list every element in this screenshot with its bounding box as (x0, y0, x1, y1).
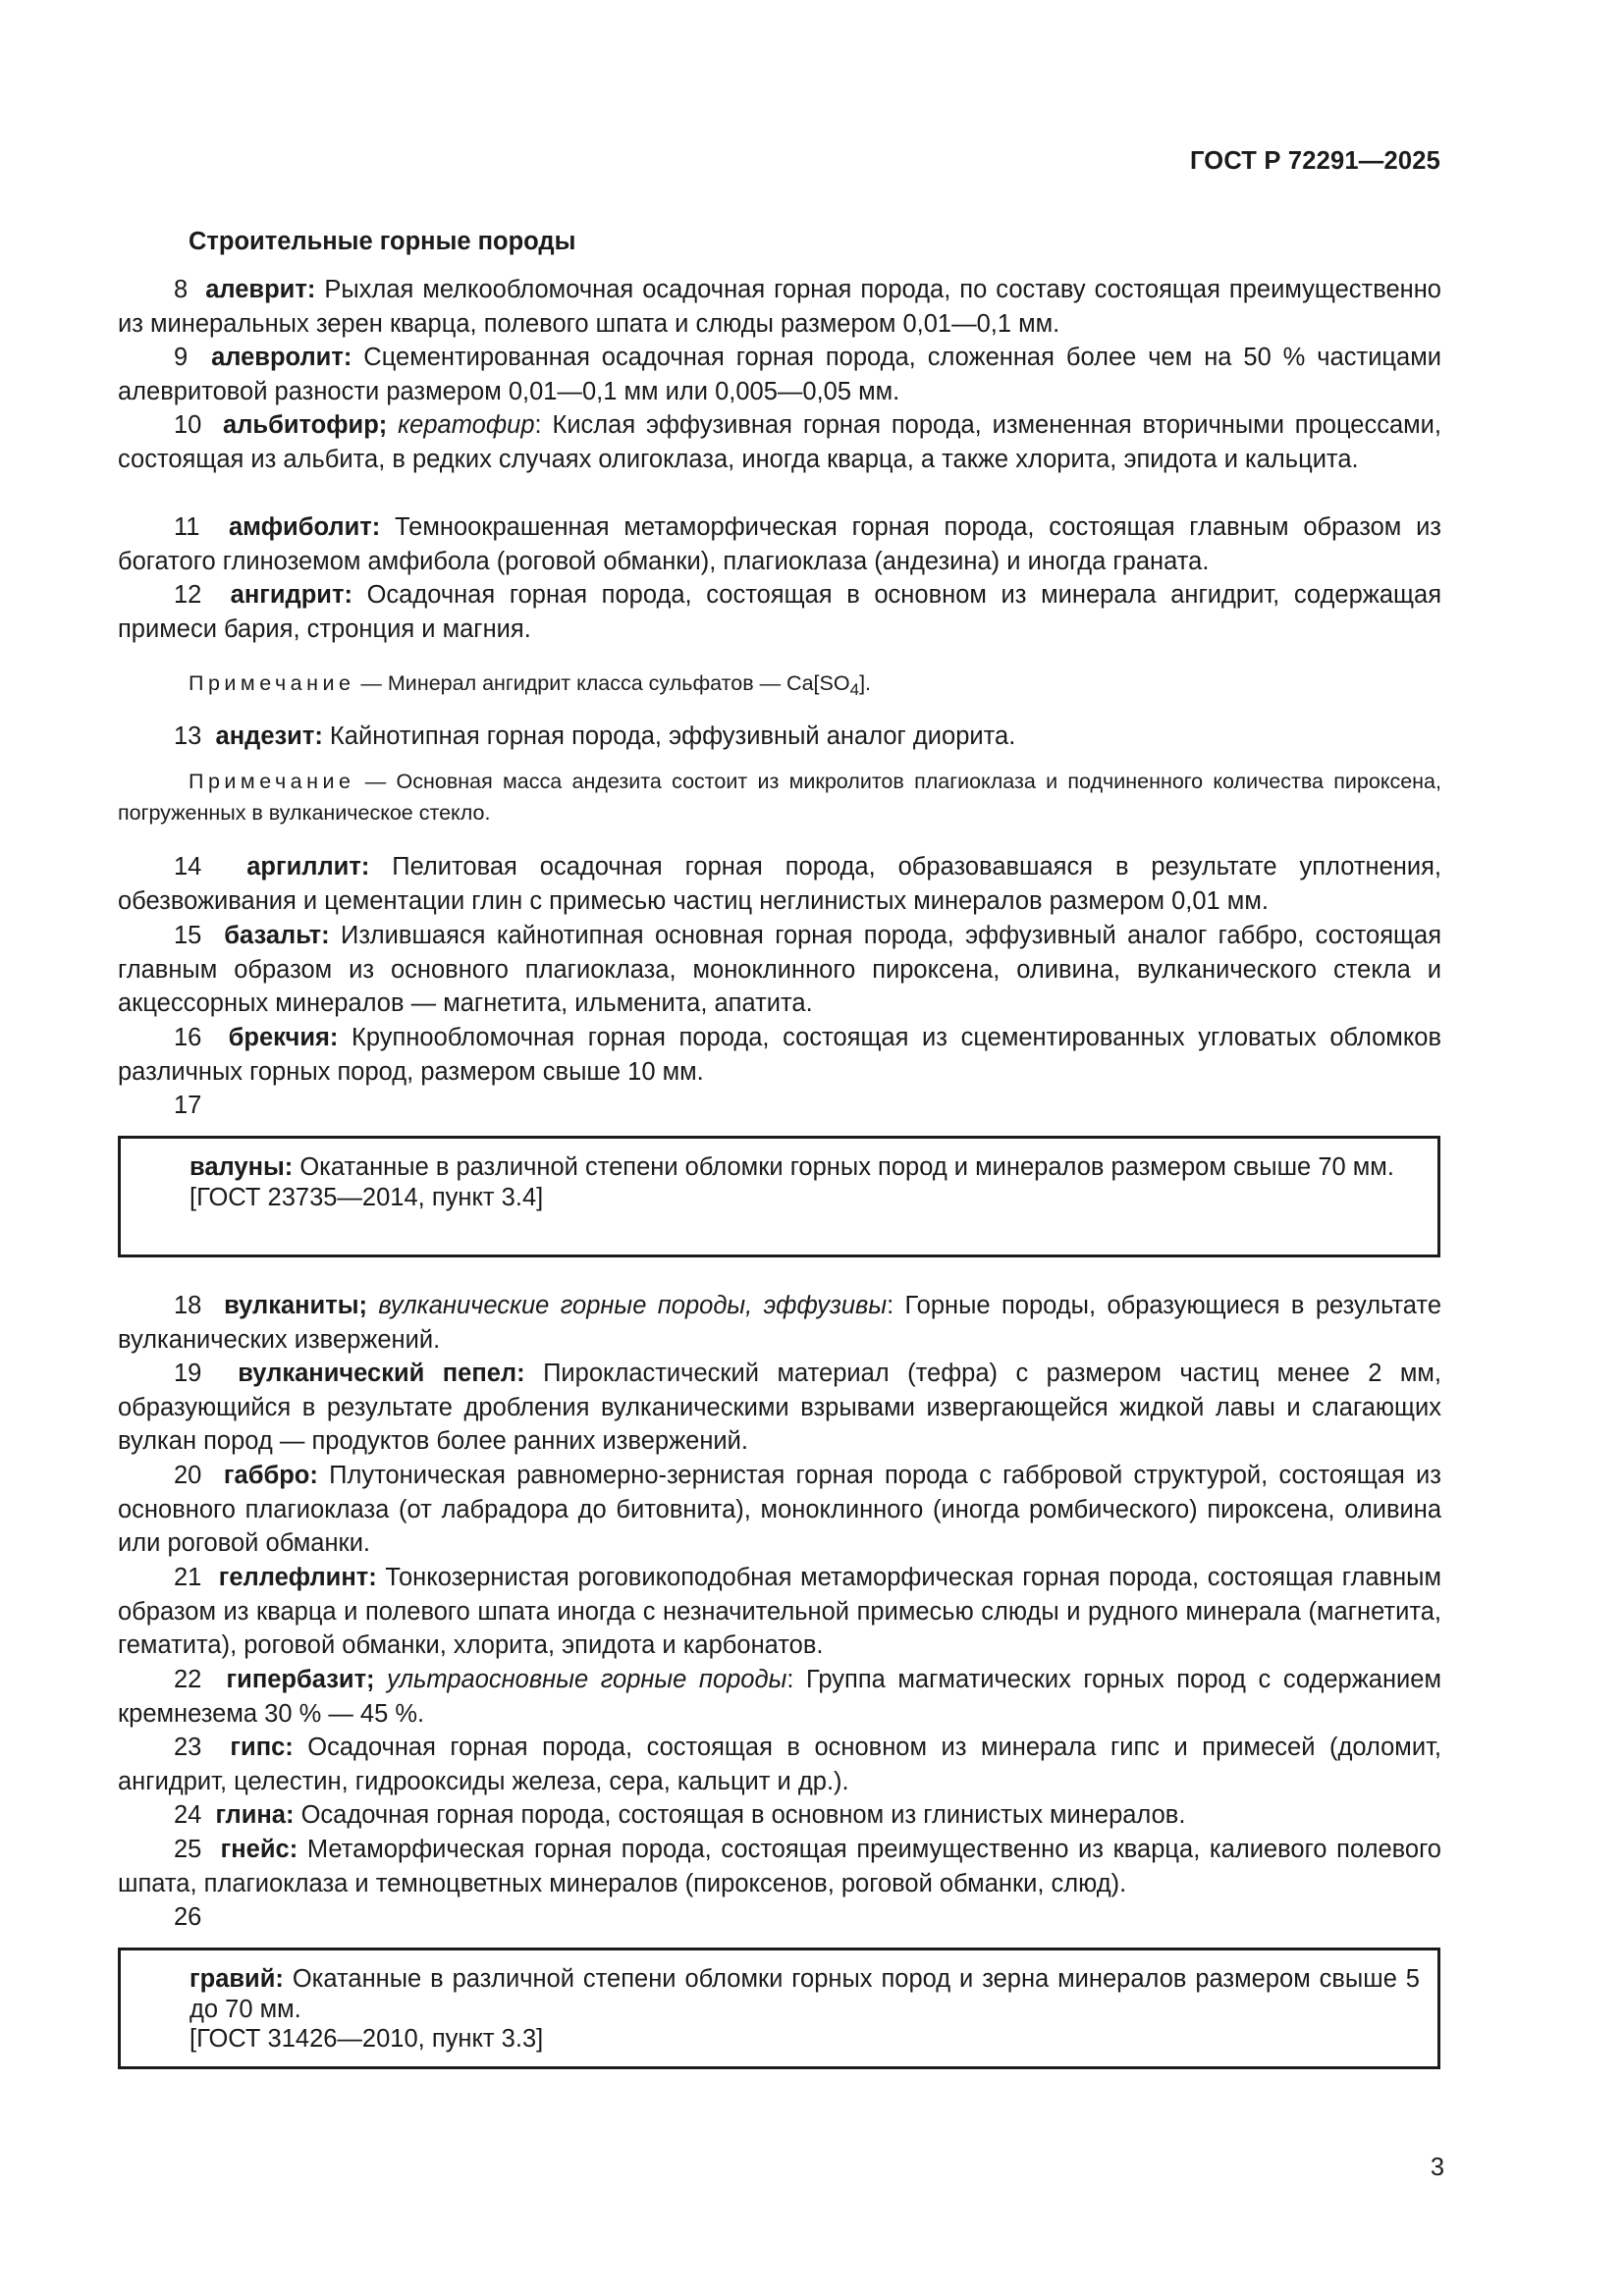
entry-term: вулканиты; (224, 1292, 367, 1319)
entry-11 (118, 510, 1441, 578)
entry-definition: Рыхлая мелкообломочная осадочная горная порода, по составу состоящая преимущественно из минеральных зерен кварца, полевого шпата и слюды размером 0,01—0,1 мм. (118, 276, 1441, 338)
entry-number: 25 (174, 1836, 202, 1863)
entry-number: 13 (174, 722, 202, 750)
boxed-term: гравий: (189, 1965, 284, 1993)
entry-definition: : Группа магматических горных пород с содержанием кремнезема 30 % — 45 %. (118, 1666, 1441, 1728)
entry-synonym: вулканические горные породы, эффузивы (378, 1292, 888, 1319)
quoted-definition-box-gravel (118, 1948, 1440, 2069)
boxed-definition (189, 1964, 1420, 2024)
section-title: Строительные горные породы (189, 228, 576, 255)
entry-number: 18 (174, 1292, 202, 1319)
boxed-text: Окатанные в различной степени обломки горных пород и минералов размером свыше 70 мм. (293, 1153, 1394, 1181)
entry-synonym: ультраосновные горные породы (387, 1666, 787, 1693)
entry-definition: Тонкозернистая роговикоподобная метаморфическая горная порода, состоящая главным образом из кварца и полевого шпата иногда с незначительной примесью слюды и рудного минерала (магнетита, гематита), роговой обманки, хлорита, эпидота и карбонатов. (118, 1564, 1442, 1660)
entry-term: гипербазит; (226, 1666, 375, 1693)
entry-number: 16 (174, 1024, 202, 1051)
entry-24 (118, 1798, 1441, 1833)
entry-number: 22 (174, 1666, 202, 1693)
note-subscript: 4 (849, 680, 860, 699)
quoted-definition-box-boulders (118, 1136, 1440, 1257)
entry-term: аргиллит: (246, 853, 370, 881)
entry-definition: Темноокрашенная метаморфическая горная порода, состоящая главным образом из богатого глиноземом амфибола (роговой обманки), плагиоклаза (андезина) и иногда граната. (118, 513, 1442, 575)
entry-10 (118, 408, 1441, 476)
note-text: — Минерал ангидрит класса сульфатов — Ca[SO (354, 671, 850, 695)
entry-term: вулканический пепел: (238, 1360, 525, 1387)
page-number: 3 (1430, 2154, 1444, 2181)
entry-8 (118, 273, 1441, 341)
entry-term: гипс: (230, 1734, 294, 1761)
entry-definition: : Горные породы, образующиеся в результате вулканических извержений. (118, 1292, 1441, 1354)
note-anhydrite (118, 667, 1441, 699)
entry-number: 24 (174, 1801, 202, 1829)
entry-16 (118, 1021, 1441, 1089)
entry-number: 12 (174, 581, 202, 609)
boxed-definition (189, 1152, 1420, 1183)
entry-definition: Метаморфическая горная порода, состоящая преимущественно из кварца, калиевого полевого шпата, плагиоклаза и темноцветных минералов (пироксенов, роговой обманки, слюд). (118, 1836, 1441, 1897)
entry-definition: Сцементированная осадочная горная порода, сложенная более чем на 50 % частицами алевритовой разности размером 0,01—0,1 мм или 0,005—0,05 мм. (118, 344, 1441, 405)
boxed-term: валуны: (189, 1153, 294, 1181)
entry-definition: Излившаяся кайнотипная основная горная порода, эффузивный аналог габбро, состоящая главным образом из основного плагиоклаза, моноклинного пироксена, оливина, вулканического стекла и акцессорных минералов — магнетита, ильменита, апатита. (118, 922, 1442, 1018)
entry-21 (118, 1561, 1441, 1663)
entry-number: 14 (174, 853, 202, 881)
entry-number: 23 (174, 1734, 202, 1761)
entry-23 (118, 1731, 1441, 1798)
entry-term: алеврит: (205, 276, 316, 303)
entry-definition: Крупнообломочная горная порода, состоящая из сцементированных угловатых обломков различных горных пород, размером свыше 10 мм. (118, 1024, 1442, 1086)
entry-definition: Осадочная горная порода, состоящая в основном из минерала ангидрит, содержащая примеси бария, стронция и магния. (118, 581, 1442, 643)
entry-term: альбитофир; (223, 411, 388, 439)
entry-9 (118, 341, 1441, 408)
entry-term: алевролит: (211, 344, 352, 371)
entry-19 (118, 1357, 1441, 1459)
entry-number: 9 (174, 344, 189, 371)
entry-25 (118, 1833, 1441, 1900)
entry-term: геллефлинт: (218, 1564, 377, 1591)
entry-26-number: 26 (174, 1903, 202, 1931)
entry-term: андезит: (215, 722, 323, 750)
entry-13 (118, 720, 1441, 754)
document-header-id: ГОСТ Р 72291—2025 (1189, 147, 1440, 175)
entry-term: амфиболит: (229, 513, 381, 541)
entry-term: ангидрит: (230, 581, 352, 609)
entry-term: габбро: (223, 1462, 318, 1489)
entry-20 (118, 1459, 1441, 1561)
entry-definition: : Кислая эффузивная горная порода, измененная вторичными процессами, состоящая из альбита, в редких случаях олигоклаза, иногда кварца, а также хлорита, эпидота и кальцита. (118, 411, 1441, 473)
entry-definition: Осадочная горная порода, состоящая в основном из минерала гипс и примесей (доломит, ангидрит, целестин, гидрооксиды железа, сера, кальцит и др.). (118, 1734, 1442, 1795)
entry-number: 21 (174, 1564, 202, 1591)
entry-term: гнейс: (220, 1836, 298, 1863)
entry-number: 11 (174, 513, 200, 541)
note-text: — Основная масса андезита состоит из микролитов плагиоклаза и подчиненного количества пироксена, погруженных в вулканическое стекло. (118, 770, 1441, 825)
note-label: Примечание (189, 671, 355, 695)
entry-18 (118, 1289, 1441, 1357)
entry-term: глина: (215, 1801, 295, 1829)
boxed-text: Окатанные в различной степени обломки горных пород и зерна минералов размером свыше 5 до 70 мм. (189, 1965, 1420, 2023)
entry-term: брекчия: (228, 1024, 339, 1051)
entry-definition: Пелитовая осадочная горная порода, образовавшаяся в результате уплотнения, обезвоживания и цементации глин с примесью частиц неглинистых минералов размером 0,01 мм. (118, 853, 1442, 915)
note-text-tail: ]. (859, 671, 872, 695)
note-label: Примечание (189, 770, 355, 793)
entry-12 (118, 578, 1441, 646)
boxed-source-reference: [ГОСТ 31426—2010, пункт 3.3] (189, 2025, 544, 2053)
entry-14 (118, 850, 1441, 918)
boxed-source-reference: [ГОСТ 23735—2014, пункт 3.4] (189, 1183, 544, 1211)
note-andesite (118, 766, 1441, 828)
entry-number: 19 (174, 1360, 202, 1387)
entry-synonym: кератофир (398, 411, 535, 439)
entry-17-number: 17 (174, 1092, 202, 1119)
entry-number: 8 (174, 276, 189, 303)
entry-number: 15 (174, 922, 202, 949)
entry-number: 10 (174, 411, 202, 439)
entry-term: базальт: (224, 922, 330, 949)
entry-definition: Кайнотипная горная порода, эффузивный аналог диорита. (322, 722, 1016, 750)
entry-22 (118, 1663, 1441, 1731)
entry-15 (118, 919, 1441, 1021)
entry-definition: Плутоническая равномерно-зернистая горная порода с габбровой структурой, состоящая из основного плагиоклаза (от лабрадора до битовнита), моноклинного (иногда ромбического) пироксена, оливина или роговой обманки. (118, 1462, 1441, 1558)
entry-definition: Осадочная горная порода, состоящая в основном из глинистых минералов. (294, 1801, 1186, 1829)
entry-definition: Пирокластический материал (тефра) с размером частиц менее 2 мм, образующийся в результате дробления вулканическими взрывами извергающейся жидкой лавы и слагающих вулкан пород — продуктов более ранних извержений. (118, 1360, 1442, 1456)
entry-number: 20 (174, 1462, 202, 1489)
